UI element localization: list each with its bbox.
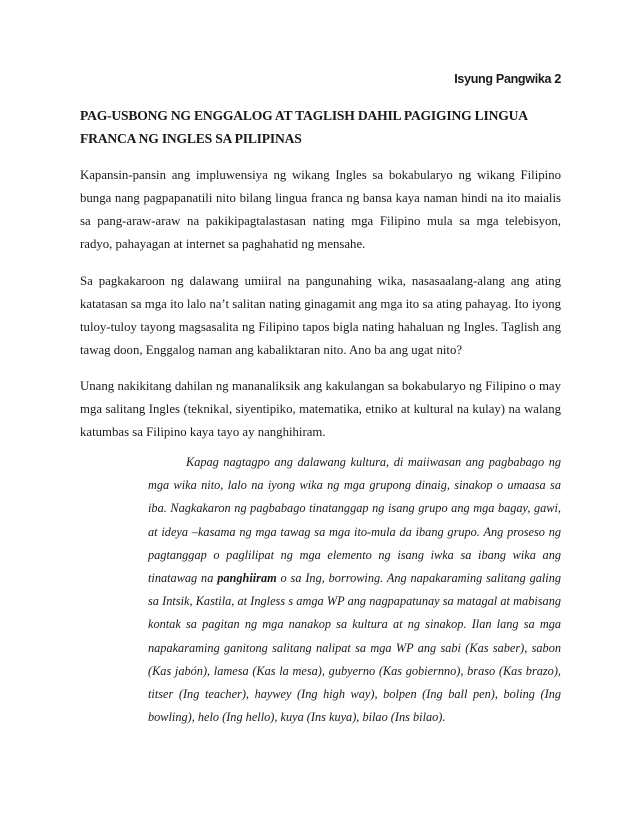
document-body [80, 104, 561, 729]
document-title: PAG-USBONG NG ENGGALOG AT TAGLISH DAHIL PAGIGING LINGUA FRANCA NG INGLES SA PILIPINAS [80, 108, 528, 146]
quote-text-start: Kapag nagtagpo ang dalawang kultura, di maiiwasan ang pagbabago ng mga wika nito, lalo na iyong wika ng mga grupong dinaig, sinakop o umaasa sa iba. Nagkakaron ng pagbabago tinatanggap ng isang grupo ang mga bagay, gawi, at ideya –kasama ng mga tawag sa mga ito-mula da ibang grupo. Ang proseso ng pagtanggap o paglilipat ng mga elemento ng isang iwka sa ibang wika ang tinatawag na [148, 455, 561, 586]
running-header: Isyung Pangwika 2 [454, 72, 561, 86]
paragraph-2: Sa pagkakaroon ng dalawang umiiral na pangunahing wika, nasasaalang-alang ang ating katatasan sa mga ito lalo na’t salitan nating ginagamit ang mga ito sa ating pahayag. Ito iyong tuloy-tuloy tayong magsasalita ng Filipino tapos bigla nating hahaluan ng Ingles. Taglish ang tawag doon, Enggalog naman ang kabaliktaran nito. Ano ba ang ugat nito? [80, 274, 561, 357]
quote-text-end: o sa Ing, borrowing. Ang napakaraming salitang galing sa Intsik, Kastila, at Ingless s amga WP ang nagpapatunay sa matagal at mabisang kontak sa pagitan ng mga nanakop sa kultura at ng sinakop. Ilan lang sa mga napakaraming ganitong salitang nalipat sa mga WP ang sabi (Kas saber), sabon (Kas jabón), lamesa (Kas la mesa), gubyerno (Kas gobiernno), braso (Kas brazo), titser (Ing teacher), haywey (Ing high way), bolpen (Ing ball pen), boling (Ing bowling), helo (Ing hello), kuya (Ins kuya), bilao (Ins bilao). [148, 571, 562, 725]
paragraph-3: Unang nakikitang dahilan ng mananaliksik ang kakulangan sa bokabularyo ng Filipino o may mga salitang Ingles (teknikal, siyentipiko, matematika, etniko at kultural na kulay) na walang katumbas sa Filipino kaya tayo ay nanghihiram. [80, 379, 561, 439]
block-quote [148, 451, 561, 729]
paragraph-1: Kapansin-pansin ang impluwensiya ng wikang Ingles sa bokabularyo ng wikang Filipino bunga nang pagpapanatili nito bilang lingua franca ng bansa kaya naman hindi na ito maialis sa pang-araw-araw na pakikipagtalastasan nating mga Filipino mula sa mga telebisyon, radyo, pahayagan at internet sa paghahatid ng mensahe. [80, 168, 561, 251]
quote-bold-term: panghiiram [217, 571, 277, 586]
